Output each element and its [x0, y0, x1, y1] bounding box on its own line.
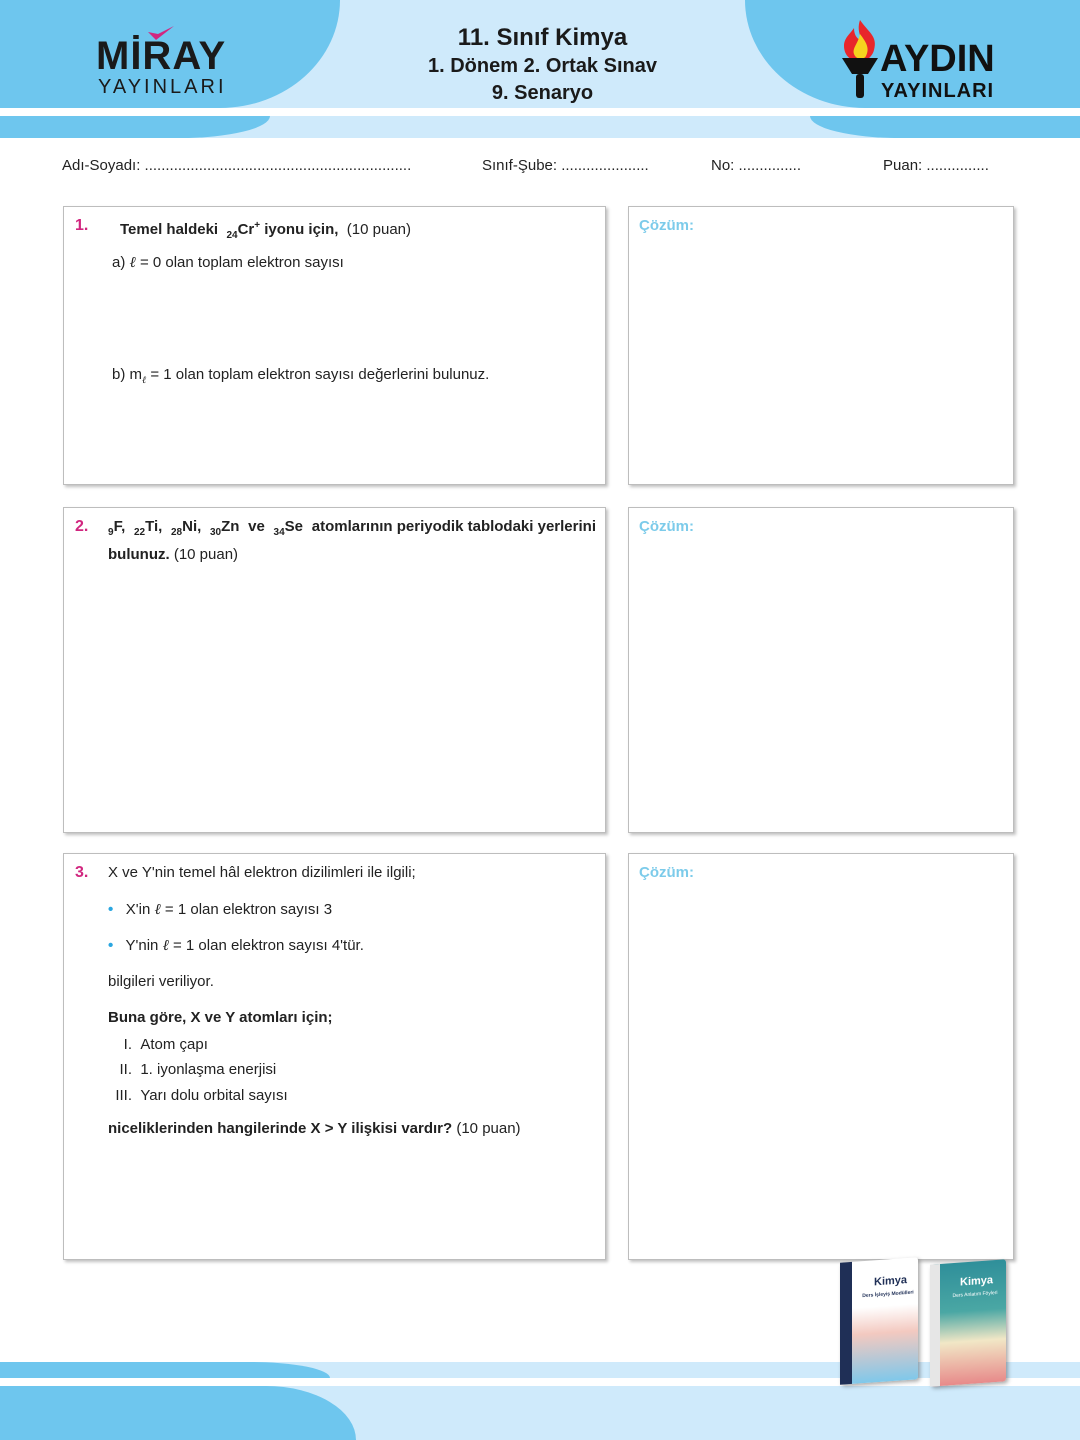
solution-3-box[interactable] — [628, 853, 1014, 1260]
aydin-logo: AYDIN — [880, 38, 995, 80]
q3-final: niceliklerinden hangilerinde X > Y ilişkisi vardır? (10 puan) — [108, 1120, 521, 1137]
miray-check-icon — [146, 24, 176, 47]
header-separator — [0, 108, 1080, 116]
q3-question: Buna göre, X ve Y atomları için; — [108, 1009, 333, 1026]
name-field[interactable]: Adı-Soyadı: ................................................................ — [62, 157, 412, 174]
footer-left-panel — [0, 1386, 356, 1440]
q2-and: ve — [248, 518, 265, 535]
book-subtitle: Ders Anlatım Föyleri — [952, 1289, 998, 1300]
score-field[interactable]: Puan: ............... — [883, 157, 989, 174]
q1b-text: = 1 olan toplam elektron sayısı değerlerini bulunuz. — [150, 366, 490, 383]
footer-band-left — [0, 1362, 330, 1378]
q2-atom-se: $_{34}$Se — [273, 518, 304, 538]
q1b-label: b) — [112, 366, 126, 383]
question-number: 3. — [75, 864, 89, 881]
exam-scenario: 9. Senaryo — [491, 82, 594, 104]
q1-ion-atomic-number: 24 — [226, 230, 238, 241]
aydin-logo-sub: YAYINLARI — [881, 80, 995, 102]
q3-bullet-2: • Y'nin ℓ = 1 olan elektron sayısı 4'tür. — [108, 936, 364, 954]
question-1-stem — [120, 215, 411, 247]
torch-icon — [838, 18, 882, 105]
q3-item-1: I. Atom çapı — [123, 1036, 208, 1053]
solution-1-box[interactable] — [628, 206, 1014, 485]
question-number: 1. — [75, 217, 89, 234]
q2-atom-ni: $_{28}$Ni, — [171, 518, 202, 538]
solution-2-box[interactable] — [628, 507, 1014, 833]
q1-lead: Temel haldeki — [120, 221, 219, 238]
q2-points: (10 puan) — [173, 546, 239, 563]
q1a-text: = 0 olan toplam elektron sayısı — [139, 254, 344, 271]
q1-ion-charge: + — [254, 220, 261, 231]
q1a-label: a) — [112, 254, 126, 271]
q1-points: (10 puan) — [346, 221, 411, 238]
book-subtitle: Ders İşleyiş Modülleri — [862, 1289, 914, 1300]
book-spine — [840, 1262, 852, 1385]
question-1-box — [63, 206, 606, 485]
book-title: Kimya — [960, 1274, 994, 1289]
exam-title: 11. Sınıf Kimya — [457, 24, 628, 51]
q3-intro: X ve Y'nin temel hâl elektron dizilimleri ile ilgili; — [108, 864, 416, 881]
class-field[interactable]: Sınıf-Şube: ..................... — [482, 157, 649, 174]
question-1b — [112, 364, 489, 392]
q1b-sub: ℓ — [142, 375, 147, 386]
exam-subtitle: 1. Dönem 2. Ortak Sınav — [428, 55, 657, 77]
q2-atom-f: $_9$F, — [108, 518, 126, 538]
question-3-box — [63, 853, 606, 1260]
q2-tail2: bulunuz. — [108, 546, 170, 563]
book-cover-2 — [930, 1259, 1006, 1386]
solution-label: Çözüm: — [639, 864, 694, 881]
bullet-icon: • — [108, 937, 114, 954]
bullet-icon: • — [108, 901, 114, 918]
solution-label: Çözüm: — [639, 518, 694, 535]
q3-item-2: II. 1. iyonlaşma enerjisi — [119, 1061, 277, 1078]
question-1a — [112, 251, 344, 274]
q3-bullet-1: • X'in ℓ = 1 olan elektron sayısı 3 — [108, 900, 333, 918]
book-spine — [930, 1264, 940, 1387]
q1-lead2: iyonu için, — [264, 221, 339, 238]
miray-logo-sub: YAYINLARI — [98, 76, 227, 98]
solution-label: Çözüm: — [639, 217, 694, 234]
q2-tail1: atomlarının periyodik tablodaki yerlerini — [311, 518, 596, 535]
book-title: Kimya — [874, 1274, 908, 1289]
number-field[interactable]: No: ............... — [711, 157, 802, 174]
book-cover-1 — [840, 1257, 918, 1384]
q1a-symbol: ℓ — [129, 253, 136, 271]
q2-atom-zn: $_{30}$Zn — [210, 518, 240, 538]
question-number: 2. — [75, 518, 89, 535]
miray-logo: MİRAY — [96, 34, 227, 78]
q2-atom-ti: $_{22}$Ti, — [133, 518, 163, 538]
q3-given: bilgileri veriliyor. — [108, 973, 214, 990]
question-2-stem — [108, 516, 596, 566]
q3-item-3: III. Yarı dolu orbital sayısı — [115, 1087, 288, 1104]
question-2-box — [63, 507, 606, 833]
q1b-m: m — [129, 366, 143, 383]
q1-ion-symbol: Cr — [237, 221, 255, 238]
